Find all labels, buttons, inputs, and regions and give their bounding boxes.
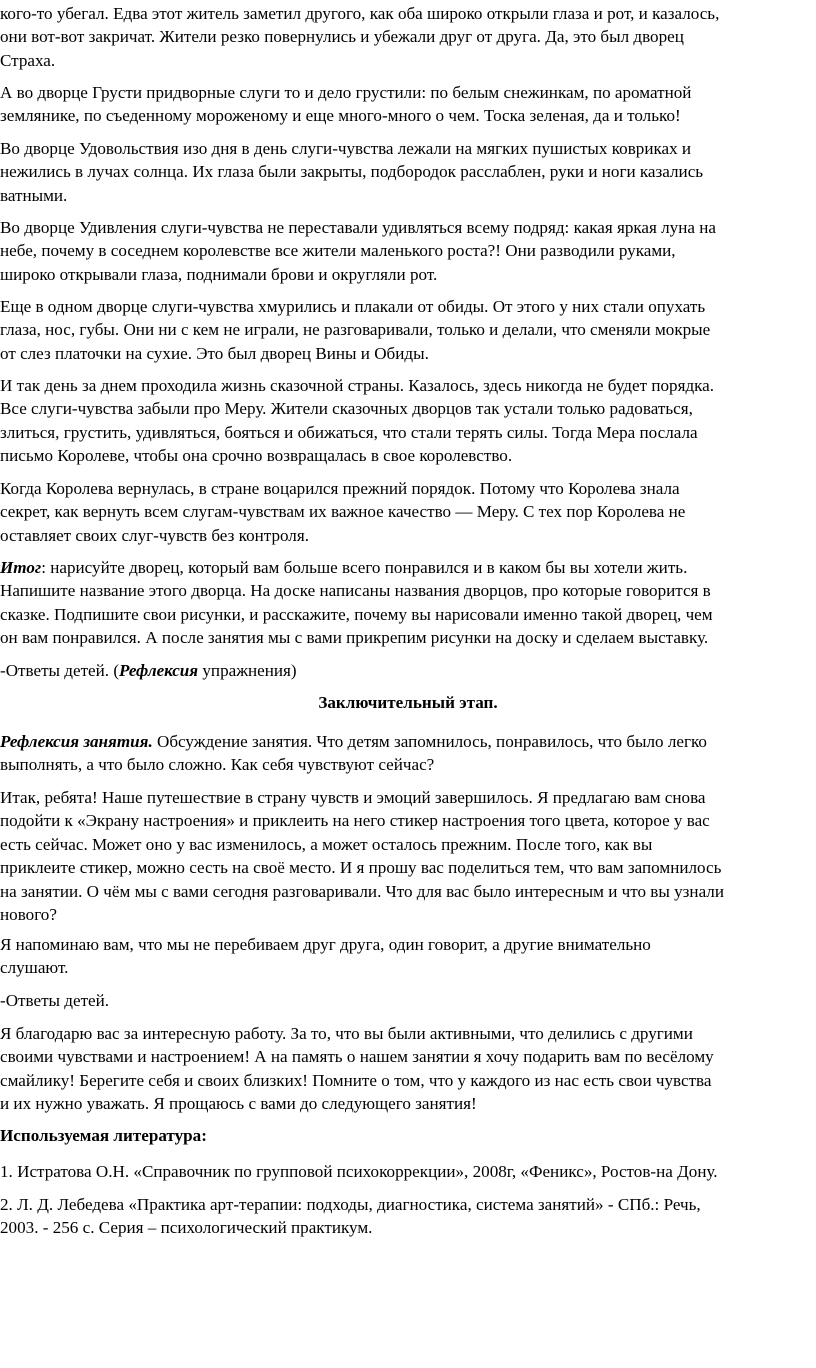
- paragraph-thanks: Я благодарю вас за интересную работу. За то, что вы были активными, что делились с другими своими чувствами и настроением! А на память о нашем занятии я хочу подарить вам по весёлому смайлику! Берегите себя и своих близких! Помните о том, что у каждого из нас есть свои чувства и их нужно уважать. Я прощаюсь с вами до следующего занятия!: [0, 1024, 714, 1114]
- summary-label: Итог: [0, 558, 42, 577]
- paragraph-sadness-palace: А во дворце Грусти придворные слуги то и дело грустили: по белым снежинкам, по ароматной землянике, по съеденному мороженому и еще много-много о чем. Тоска зеленая, да и только!: [0, 83, 692, 126]
- lesson-reflection-text: Обсуждение занятия. Что детям запомнилось, понравилось, что было легко выполнять, а что было сложно. Как себя чувствуют сейчас?: [0, 732, 707, 775]
- paragraph-guilt-palace: Еще в одном дворце слуги-чувства хмурились и плакали от обиды. От этого у них стали опухать глаза, нос, губы. Они ни с кем не играли, не разговаривали, только и делали, что сменяли мокрые от слез платочки на сухие. Это был дворец Вины и Обиды.: [0, 297, 711, 363]
- literature-heading: Используемая литература:: [0, 1126, 207, 1145]
- paragraph-fear-palace: кого-то убегал. Едва этот житель заметил другого, как оба широко открыли глаза и рот, и казалось, они вот-вот закричат. Жители резко повернулись и убежали друг от друга. Да, это был дворец Страха.: [0, 4, 720, 70]
- paragraph-pleasure-palace: Во дворце Удовольствия изо дня в день слуги-чувства лежали на мягких пушистых ковриках и нежились в лучах солнца. Их глаза были закрыты, подбородок расслаблен, руки и ноги казались ватными.: [0, 139, 704, 205]
- exercises-text: упражнения): [198, 661, 297, 680]
- literature-item-1: 1. Истратова О.Н. «Справочник по групповой психокоррекции», 2008г, «Феникс», Ростов-на Дону.: [0, 1162, 718, 1181]
- reflection-label: Рефлексия: [119, 661, 199, 680]
- paragraph-answers-reflection: [0, 659, 814, 682]
- paragraph-lesson-reflection: [0, 730, 814, 777]
- paragraph-queen-return: Когда Королева вернулась, в стране воцарился прежний порядок. Потому что Королева знала секрет, как вернуть всем слугам-чувствам их важное качество — Меру. С тех пор Королева не оставляет своих слуг-чувств без контроля.: [0, 479, 686, 545]
- paragraph-answers: -Ответы детей.: [0, 991, 110, 1010]
- literature-item-2: 2. Л. Д. Лебедева «Практика арт-терапии: подходы, диагностика, система занятий» - СПб.: Речь, 2003. - 256 с. Серия – психологический практикум.: [0, 1195, 701, 1238]
- answers-text: -Ответы детей. (: [0, 661, 120, 680]
- section-heading: Заключительный этап.: [318, 693, 498, 712]
- summary-text: : нарисуйте дворец, который вам больше всего понравился и в каком бы вы хотели жить. Напишите название этого дворца. На доске написаны названия дворцов, про которые говорится в сказке. Подпишите свои рисунки, и расскажите, почему вы нарисовали именно такой дворец, чем он вам понравился. А после занятия мы с вами прикрепим рисунки на доску и сделаем выставку.: [0, 558, 713, 648]
- paragraph-reminder: Я напоминаю вам, что мы не перебиваем друг друга, один говорит, а другие внимательно слушают.: [0, 935, 651, 978]
- paragraph-summary: [0, 556, 814, 650]
- paragraph-surprise-palace: Во дворце Удивления слуги-чувства не переставали удивляться всему подряд: какая яркая луна на небе, почему в соседнем королевстве все жители маленького роста?! Они разводили руками, широко открывали глаза, поднимали брови и округляли рот.: [0, 218, 716, 284]
- paragraph-journey-end: Итак, ребята! Наше путешествие в страну чувств и эмоций завершилось. Я предлагаю вам снова подойти к «Экрану настроения» и приклеить на него стикер настроения того цвета, которое у вас есть сейчас. Может оно у вас изменилось, а может осталось прежним. После того, как вы приклеите стикер, можно сесть на своё место. И я прошу вас поделиться тем, что вам запомнилось на занятии. О чём мы с вами сегодня разговаривали. Что для вас было интересным и что вы узнали нового?: [0, 788, 724, 925]
- paragraph-fairy-land: И так день за днем проходила жизнь сказочной страны. Казалось, здесь никогда не будет порядка. Все слуги-чувства забыли про Меру. Жители сказочных дворцов так устали только радоваться, злиться, грустить, удивляться, бояться и обижаться, что стали терять силы. Тогда Мера послала письмо Королеве, чтобы она срочно возвращалась в свое королевство.: [0, 376, 715, 466]
- lesson-reflection-label: Рефлексия занятия.: [0, 732, 153, 751]
